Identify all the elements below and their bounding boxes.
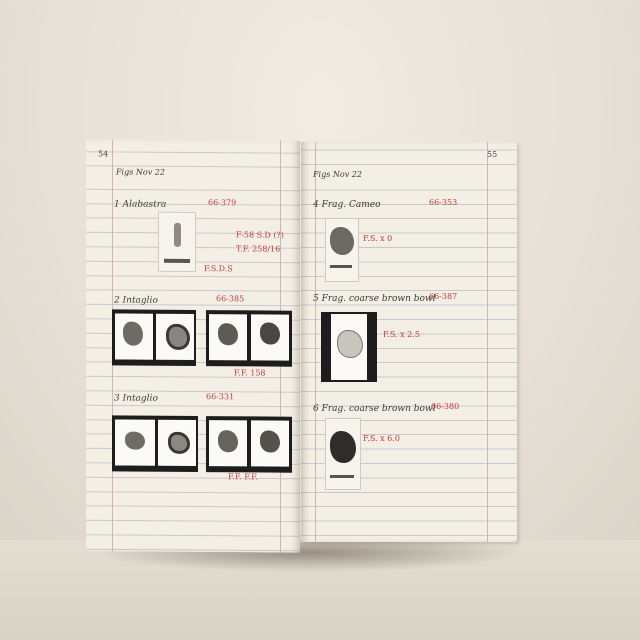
photo-cell [158, 420, 196, 466]
intaglio-front [125, 432, 145, 450]
catalog-number: 66-379 [208, 198, 237, 208]
cameo-fragment [330, 227, 354, 255]
photo-label-strip [330, 265, 352, 268]
page-date-heading: Figs Nov 22 [116, 167, 165, 177]
photo-caption: F.F. 158 [234, 368, 266, 378]
catalog-number: 66-331 [206, 392, 235, 402]
photo-note: F-58 S.D (?) [236, 230, 284, 240]
catalog-number: 66-353 [429, 198, 458, 207]
entry-label: 4 Frag. Cameo [313, 200, 381, 210]
photo-cell [251, 314, 289, 360]
intaglio-back [166, 324, 190, 350]
alabastron-shape [174, 223, 181, 247]
catalog-number: 66-380 [431, 402, 460, 411]
catalog-number: 66-387 [429, 292, 458, 301]
photo-note: F.S. x 6.0 [363, 434, 400, 443]
photo-note: T.F. 258/16 [236, 244, 281, 254]
entry-label: 6 Frag. coarse brown bowl [313, 404, 436, 414]
intaglio-side [218, 430, 238, 452]
photo-strip [112, 415, 198, 472]
intaglio-front [123, 322, 143, 346]
page-number: 54 [98, 149, 109, 159]
intaglio-impression [260, 430, 280, 452]
photo-strip [206, 416, 292, 473]
catalog-number: 66-385 [216, 294, 245, 304]
entry-label: 2 Intaglio [114, 295, 158, 306]
photo-cell [209, 420, 247, 466]
artifact-photo-bowl [325, 418, 361, 490]
photo-caption: F.F. F.F. [228, 472, 258, 482]
entry-label: 1 Alabastra [114, 199, 167, 210]
bowl-fragment [330, 431, 356, 463]
photo-cell [209, 314, 247, 360]
notebook-right-page [301, 142, 517, 542]
photo-label-strip [164, 259, 190, 263]
photo-note: F.S. x 2.5 [383, 330, 420, 339]
bowl-fragment [337, 330, 363, 358]
notebook-left-page [86, 139, 300, 552]
photo-strip [206, 310, 292, 367]
page-number: 55 [487, 150, 498, 159]
artifact-photo-alabastron [158, 212, 196, 272]
entry-label: 3 Intaglio [114, 393, 158, 404]
photo-cell [115, 313, 153, 359]
photo-cell [156, 314, 194, 360]
photo-cell [331, 314, 367, 380]
photo-strip [321, 312, 377, 382]
entry-label: 5 Frag. coarse brown bowl [313, 294, 436, 304]
intaglio-impression [260, 322, 280, 344]
artifact-photo-cameo [325, 218, 359, 282]
photo-caption: F.S.D.S [204, 264, 233, 274]
page-date-heading: Figs Nov 22 [313, 170, 362, 179]
photo-cell [115, 419, 155, 465]
intaglio-side [218, 323, 238, 345]
intaglio-back [168, 432, 190, 454]
photo-cell [251, 420, 289, 466]
photo-label-strip [330, 475, 354, 478]
right-margin-line [487, 142, 488, 542]
photo-note: F.S. x 0 [363, 234, 393, 243]
photo-strip [112, 309, 196, 366]
